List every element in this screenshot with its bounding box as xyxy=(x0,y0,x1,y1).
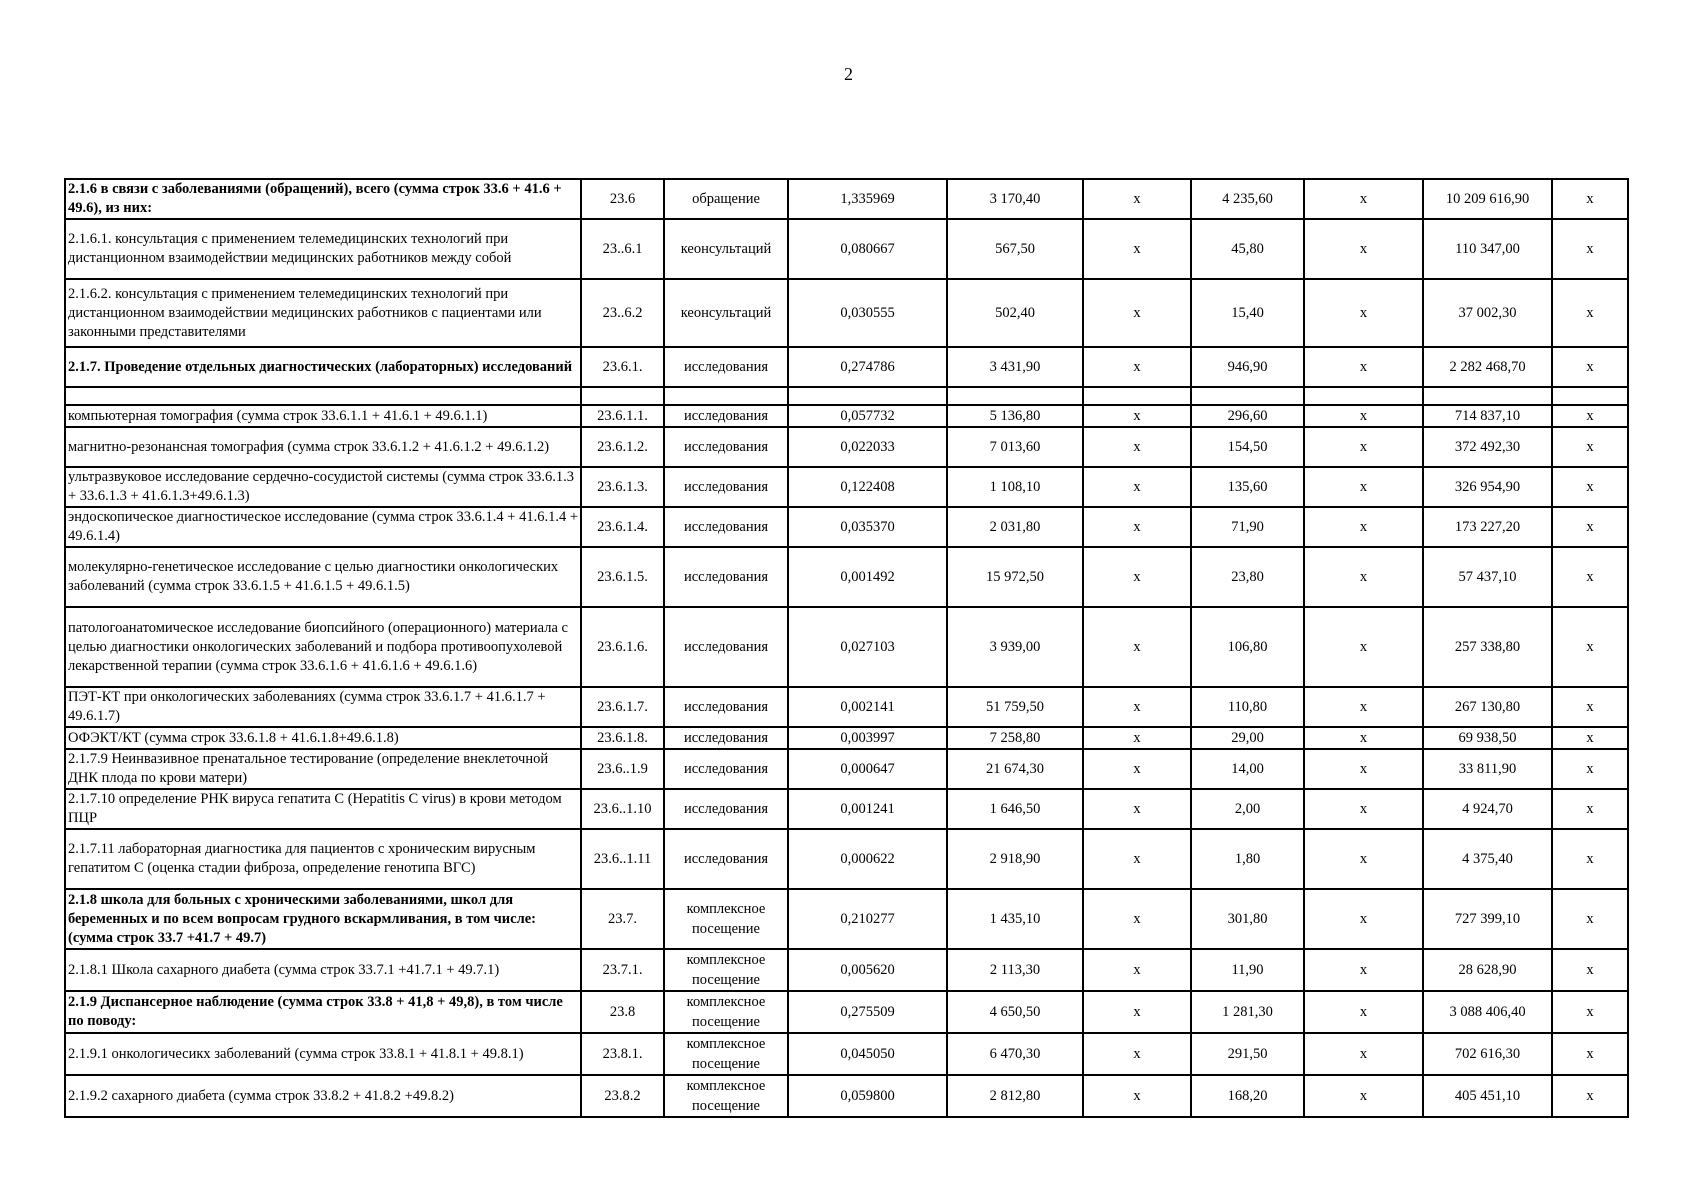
cell-code: 23.6.1.2. xyxy=(581,427,664,467)
cell-name: 2.1.9.2 сахарного диабета (сумма строк 33.8.2 + 41.8.2 +49.8.2) xyxy=(65,1075,581,1117)
cell-code: 23.6..1.9 xyxy=(581,749,664,789)
table-row xyxy=(65,789,1628,829)
cell-x: х xyxy=(1304,889,1423,949)
cell-volume: 301,80 xyxy=(1191,889,1304,949)
cell-x: х xyxy=(1083,727,1191,749)
cell-unit: исследования xyxy=(664,467,788,507)
cell-unit: исследования xyxy=(664,427,788,467)
cell-unit: исследования xyxy=(664,507,788,547)
cell-unit: исследования xyxy=(664,547,788,607)
table-body xyxy=(65,179,1628,1117)
cell-volume: 15,40 xyxy=(1191,279,1304,347)
cell-volume: 296,60 xyxy=(1191,405,1304,427)
cell-x: х xyxy=(1304,789,1423,829)
table-row xyxy=(65,387,1628,405)
cell-norm: 0,002141 xyxy=(788,687,947,727)
cell-volume: 14,00 xyxy=(1191,749,1304,789)
cell-norm: 0,030555 xyxy=(788,279,947,347)
cell-x: х xyxy=(1083,687,1191,727)
table-row xyxy=(65,347,1628,387)
cell-total: 28 628,90 xyxy=(1423,949,1552,991)
cell-norm: 0,210277 xyxy=(788,889,947,949)
cell-x: х xyxy=(1552,789,1628,829)
cell-x xyxy=(1552,387,1628,405)
cell-cost: 1 435,10 xyxy=(947,889,1083,949)
cell-cost: 567,50 xyxy=(947,219,1083,279)
cell-cost: 2 812,80 xyxy=(947,1075,1083,1117)
cell-volume: 1,80 xyxy=(1191,829,1304,889)
cell-x: х xyxy=(1304,749,1423,789)
cell-name xyxy=(65,387,581,405)
cell-total: 33 811,90 xyxy=(1423,749,1552,789)
cell-x: х xyxy=(1083,889,1191,949)
cell-code: 23.7. xyxy=(581,889,664,949)
cell-norm: 0,001492 xyxy=(788,547,947,607)
cell-total: 2 282 468,70 xyxy=(1423,347,1552,387)
cell-x xyxy=(1304,387,1423,405)
cell-x: х xyxy=(1083,467,1191,507)
cell-x: х xyxy=(1304,949,1423,991)
cell-total: 10 209 616,90 xyxy=(1423,179,1552,219)
cell-cost: 5 136,80 xyxy=(947,405,1083,427)
cell-x: х xyxy=(1304,1075,1423,1117)
cell-x: х xyxy=(1304,607,1423,687)
cell-cost: 4 650,50 xyxy=(947,991,1083,1033)
table-row xyxy=(65,507,1628,547)
cell-name: эндоскопическое диагностическое исследование (сумма строк 33.6.1.4 + 41.6.1.4 + 49.6.1.4) xyxy=(65,507,581,547)
cell-total: 4 375,40 xyxy=(1423,829,1552,889)
cell-x: х xyxy=(1083,507,1191,547)
cell-x: х xyxy=(1083,427,1191,467)
cell-norm: 0,027103 xyxy=(788,607,947,687)
cell-x: х xyxy=(1083,991,1191,1033)
cell-x: х xyxy=(1552,547,1628,607)
cell-norm xyxy=(788,387,947,405)
cell-total: 57 437,10 xyxy=(1423,547,1552,607)
cell-code: 23.8.1. xyxy=(581,1033,664,1075)
cell-name: 2.1.8 школа для больных с хроническими заболеваниями, школ для беременных и по всем вопросам грудного вскармливания, в том числе: (сумма строк 33.7 +41.7 + 49.7) xyxy=(65,889,581,949)
cell-x: х xyxy=(1083,179,1191,219)
cell-norm: 0,057732 xyxy=(788,405,947,427)
cell-code: 23.6..1.10 xyxy=(581,789,664,829)
cell-code: 23.6.1.4. xyxy=(581,507,664,547)
cell-code: 23.6.1.8. xyxy=(581,727,664,749)
cell-volume: 106,80 xyxy=(1191,607,1304,687)
cell-x: х xyxy=(1552,347,1628,387)
table-row xyxy=(65,219,1628,279)
cell-volume: 291,50 xyxy=(1191,1033,1304,1075)
cell-unit: комплексное посещение xyxy=(664,991,788,1033)
cell-unit: комплексное посещение xyxy=(664,949,788,991)
cell-x: х xyxy=(1304,427,1423,467)
cell-name: 2.1.8.1 Школа сахарного диабета (сумма строк 33.7.1 +41.7.1 + 49.7.1) xyxy=(65,949,581,991)
table-row xyxy=(65,547,1628,607)
cell-cost: 3 939,00 xyxy=(947,607,1083,687)
cell-x: х xyxy=(1304,405,1423,427)
cell-cost: 2 113,30 xyxy=(947,949,1083,991)
cell-unit: исследования xyxy=(664,727,788,749)
cell-x: х xyxy=(1552,405,1628,427)
cell-x: х xyxy=(1304,547,1423,607)
cell-code: 23.7.1. xyxy=(581,949,664,991)
cell-cost: 51 759,50 xyxy=(947,687,1083,727)
cell-volume: 110,80 xyxy=(1191,687,1304,727)
cell-x: х xyxy=(1083,347,1191,387)
cell-x: х xyxy=(1083,607,1191,687)
cell-norm: 1,335969 xyxy=(788,179,947,219)
cell-cost: 502,40 xyxy=(947,279,1083,347)
cell-x: х xyxy=(1083,279,1191,347)
cell-cost: 3 170,40 xyxy=(947,179,1083,219)
table-row xyxy=(65,405,1628,427)
cell-name: ОФЭКТ/КТ (сумма строк 33.6.1.8 + 41.6.1.8+49.6.1.8) xyxy=(65,727,581,749)
cell-name: 2.1.7.9 Неинвазивное пренатальное тестирование (определение внеклеточной ДНК плода по крови матери) xyxy=(65,749,581,789)
table-row xyxy=(65,1075,1628,1117)
cell-x: х xyxy=(1552,607,1628,687)
cell-norm: 0,275509 xyxy=(788,991,947,1033)
cell-total: 405 451,10 xyxy=(1423,1075,1552,1117)
cell-unit: исследования xyxy=(664,687,788,727)
cell-x: х xyxy=(1083,949,1191,991)
cell-total: 267 130,80 xyxy=(1423,687,1552,727)
table-row xyxy=(65,467,1628,507)
cell-volume: 2,00 xyxy=(1191,789,1304,829)
table-row xyxy=(65,687,1628,727)
table-row xyxy=(65,607,1628,687)
cell-volume: 29,00 xyxy=(1191,727,1304,749)
cell-norm: 0,122408 xyxy=(788,467,947,507)
cell-norm: 0,274786 xyxy=(788,347,947,387)
cell-x: х xyxy=(1552,507,1628,547)
cell-name: 2.1.7.11 лабораторная диагностика для пациентов с хроническим вирусным гепатитом С (оценка стадии фиброза, определение генотипа ВГС) xyxy=(65,829,581,889)
cell-norm: 0,005620 xyxy=(788,949,947,991)
cell-unit: комплексное посещение xyxy=(664,1075,788,1117)
cell-cost: 21 674,30 xyxy=(947,749,1083,789)
cell-norm: 0,000622 xyxy=(788,829,947,889)
cell-x: х xyxy=(1552,727,1628,749)
cell-x: х xyxy=(1552,889,1628,949)
cell-norm: 0,022033 xyxy=(788,427,947,467)
cell-volume: 4 235,60 xyxy=(1191,179,1304,219)
cell-name: магнитно-резонансная томография (сумма строк 33.6.1.2 + 41.6.1.2 + 49.6.1.2) xyxy=(65,427,581,467)
cell-code: 23..6.1 xyxy=(581,219,664,279)
cell-code: 23.8 xyxy=(581,991,664,1033)
cell-norm: 0,059800 xyxy=(788,1075,947,1117)
cell-total: 3 088 406,40 xyxy=(1423,991,1552,1033)
cell-cost: 7 258,80 xyxy=(947,727,1083,749)
cell-cost xyxy=(947,387,1083,405)
cell-volume: 11,90 xyxy=(1191,949,1304,991)
cell-code: 23.6.1. xyxy=(581,347,664,387)
cell-x: х xyxy=(1304,219,1423,279)
cell-x: х xyxy=(1304,279,1423,347)
cell-code: 23.6.1.7. xyxy=(581,687,664,727)
cell-code: 23.6..1.11 xyxy=(581,829,664,889)
cell-x: х xyxy=(1083,547,1191,607)
cell-total: 372 492,30 xyxy=(1423,427,1552,467)
cell-total: 702 616,30 xyxy=(1423,1033,1552,1075)
cell-total: 4 924,70 xyxy=(1423,789,1552,829)
cell-cost: 2 918,90 xyxy=(947,829,1083,889)
cell-total xyxy=(1423,387,1552,405)
cell-x: х xyxy=(1552,749,1628,789)
cell-total: 714 837,10 xyxy=(1423,405,1552,427)
cell-x: х xyxy=(1304,829,1423,889)
cell-code: 23.6.1.5. xyxy=(581,547,664,607)
cell-x: х xyxy=(1552,219,1628,279)
table-row xyxy=(65,1033,1628,1075)
cell-x: х xyxy=(1552,427,1628,467)
cell-cost: 3 431,90 xyxy=(947,347,1083,387)
cell-unit: кеонсультаций xyxy=(664,279,788,347)
cell-x: х xyxy=(1552,949,1628,991)
cell-name: 2.1.9 Диспансерное наблюдение (сумма строк 33.8 + 41,8 + 49,8), в том числе по поводу: xyxy=(65,991,581,1033)
cell-unit: исследования xyxy=(664,829,788,889)
cell-norm: 0,000647 xyxy=(788,749,947,789)
cell-cost: 15 972,50 xyxy=(947,547,1083,607)
table-row xyxy=(65,889,1628,949)
cell-name: 2.1.6.2. консультация с применением телемедицинских технологий при дистанционном взаимодействии медицинских работников с пациентами или законными представителями xyxy=(65,279,581,347)
cell-x: х xyxy=(1304,991,1423,1033)
cell-norm: 0,003997 xyxy=(788,727,947,749)
cell-x: х xyxy=(1083,749,1191,789)
cell-x: х xyxy=(1304,687,1423,727)
cell-total: 69 938,50 xyxy=(1423,727,1552,749)
cell-name: патологоанатомическое исследование биопсийного (операционного) материала с целью диагностики онкологических заболеваний и подбора противоопухолевой лекарственной терапии (сумма строк 33.6.1.6 + 41.6.1.6 + 49.6.1.6) xyxy=(65,607,581,687)
cell-name: компьютерная томография (сумма строк 33.6.1.1 + 41.6.1 + 49.6.1.1) xyxy=(65,405,581,427)
cell-name: 2.1.7.10 определение РНК вируса гепатита С (Hepatitis С virus) в крови методом ПЦР xyxy=(65,789,581,829)
cell-volume: 154,50 xyxy=(1191,427,1304,467)
cell-total: 110 347,00 xyxy=(1423,219,1552,279)
cell-x: х xyxy=(1304,507,1423,547)
cell-norm: 0,080667 xyxy=(788,219,947,279)
cell-x: х xyxy=(1552,1033,1628,1075)
cell-x: х xyxy=(1083,1033,1191,1075)
cell-code: 23.6.1.3. xyxy=(581,467,664,507)
cell-norm: 0,035370 xyxy=(788,507,947,547)
cell-volume: 23,80 xyxy=(1191,547,1304,607)
table-row xyxy=(65,991,1628,1033)
cell-total: 326 954,90 xyxy=(1423,467,1552,507)
cell-x: х xyxy=(1083,219,1191,279)
cell-name: 2.1.6 в связи с заболеваниями (обращений), всего (сумма строк 33.6 + 41.6 + 49.6), из них: xyxy=(65,179,581,219)
cell-volume xyxy=(1191,387,1304,405)
data-table xyxy=(64,178,1629,1118)
cell-code: 23.6 xyxy=(581,179,664,219)
cell-volume: 1 281,30 xyxy=(1191,991,1304,1033)
cell-unit: исследования xyxy=(664,789,788,829)
cell-unit: исследования xyxy=(664,607,788,687)
cell-unit: кеонсультаций xyxy=(664,219,788,279)
table-row xyxy=(65,279,1628,347)
cell-volume: 946,90 xyxy=(1191,347,1304,387)
cell-x: х xyxy=(1552,829,1628,889)
cell-x: х xyxy=(1552,279,1628,347)
cell-unit: исследования xyxy=(664,405,788,427)
cell-unit xyxy=(664,387,788,405)
cell-total: 257 338,80 xyxy=(1423,607,1552,687)
cell-name: 2.1.7. Проведение отдельных диагностических (лабораторных) исследований xyxy=(65,347,581,387)
cell-name: 2.1.6.1. консультация с применением телемедицинских технологий при дистанционном взаимодействии медицинских работников между собой xyxy=(65,219,581,279)
cell-volume: 168,20 xyxy=(1191,1075,1304,1117)
cell-x: х xyxy=(1304,1033,1423,1075)
table-row xyxy=(65,179,1628,219)
cell-name: ультразвуковое исследование сердечно-сосудистой системы (сумма строк 33.6.1.3 + 33.6.1.3 + 41.6.1.3+49.6.1.3) xyxy=(65,467,581,507)
cell-x: х xyxy=(1552,687,1628,727)
cell-norm: 0,045050 xyxy=(788,1033,947,1075)
cell-x: х xyxy=(1552,467,1628,507)
cell-unit: исследования xyxy=(664,749,788,789)
table-row xyxy=(65,749,1628,789)
cell-x: х xyxy=(1083,405,1191,427)
cell-x: х xyxy=(1083,789,1191,829)
cell-x: х xyxy=(1552,179,1628,219)
cell-volume: 135,60 xyxy=(1191,467,1304,507)
cell-x: х xyxy=(1552,991,1628,1033)
table-row xyxy=(65,949,1628,991)
cell-volume: 45,80 xyxy=(1191,219,1304,279)
cell-code: 23.8.2 xyxy=(581,1075,664,1117)
cell-code: 23.6.1.6. xyxy=(581,607,664,687)
cell-cost: 1 646,50 xyxy=(947,789,1083,829)
table-row xyxy=(65,829,1628,889)
cell-x: х xyxy=(1304,347,1423,387)
cell-x: х xyxy=(1304,467,1423,507)
cell-unit: обращение xyxy=(664,179,788,219)
cell-cost: 6 470,30 xyxy=(947,1033,1083,1075)
cell-code: 23..6.2 xyxy=(581,279,664,347)
cell-x: х xyxy=(1552,1075,1628,1117)
cell-code xyxy=(581,387,664,405)
cell-unit: исследования xyxy=(664,347,788,387)
cell-norm: 0,001241 xyxy=(788,789,947,829)
cell-name: 2.1.9.1 онкологичесикх заболеваний (сумма строк 33.8.1 + 41.8.1 + 49.8.1) xyxy=(65,1033,581,1075)
page-number: 2 xyxy=(844,64,853,84)
cell-total: 173 227,20 xyxy=(1423,507,1552,547)
table-row xyxy=(65,727,1628,749)
table-row xyxy=(65,427,1628,467)
cell-x: х xyxy=(1083,829,1191,889)
cell-unit: комплексное посещение xyxy=(664,889,788,949)
cell-x xyxy=(1083,387,1191,405)
cell-volume: 71,90 xyxy=(1191,507,1304,547)
cell-x: х xyxy=(1304,179,1423,219)
cell-name: ПЭТ-КТ при онкологических заболеваниях (сумма строк 33.6.1.7 + 41.6.1.7 + 49.6.1.7) xyxy=(65,687,581,727)
cell-unit: комплексное посещение xyxy=(664,1033,788,1075)
cell-cost: 2 031,80 xyxy=(947,507,1083,547)
cell-x: х xyxy=(1083,1075,1191,1117)
cell-total: 37 002,30 xyxy=(1423,279,1552,347)
cell-cost: 1 108,10 xyxy=(947,467,1083,507)
cell-total: 727 399,10 xyxy=(1423,889,1552,949)
cell-cost: 7 013,60 xyxy=(947,427,1083,467)
cell-x: х xyxy=(1304,727,1423,749)
cell-code: 23.6.1.1. xyxy=(581,405,664,427)
cell-name: молекулярно-генетическое исследование с целью диагностики онкологических заболеваний (сумма строк 33.6.1.5 + 41.6.1.5 + 49.6.1.5) xyxy=(65,547,581,607)
